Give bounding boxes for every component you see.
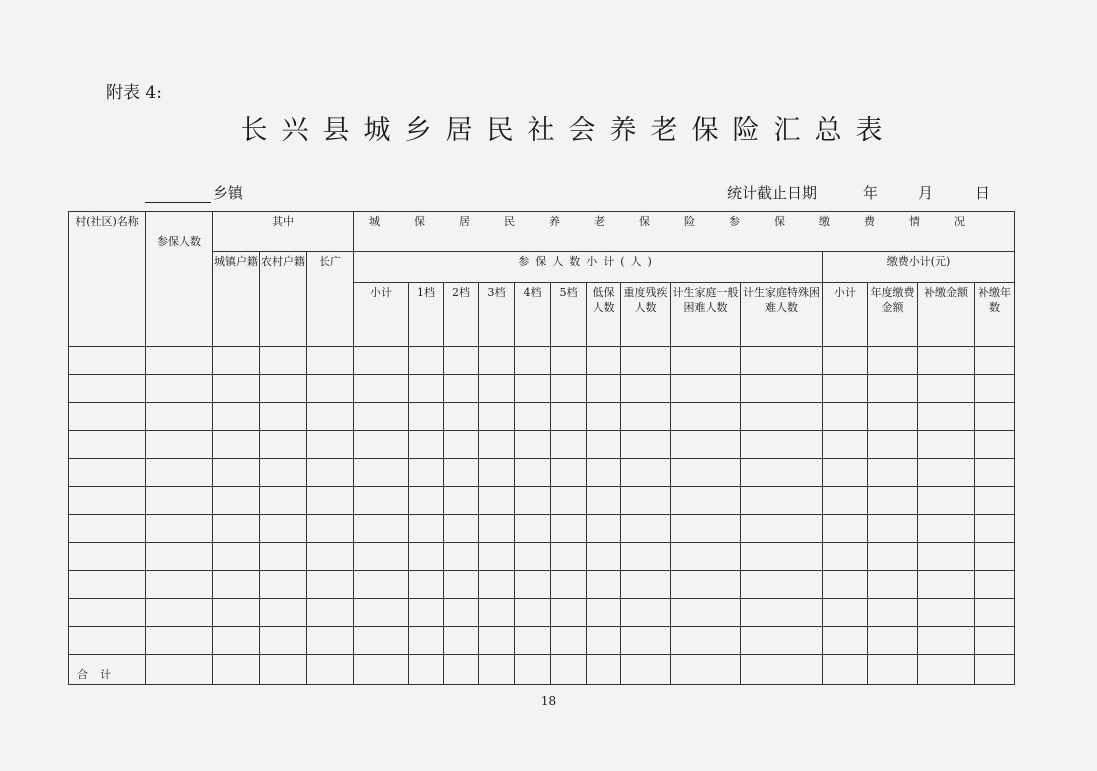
table-cell[interactable] — [741, 459, 823, 487]
header-of-which: 其中 — [213, 212, 354, 252]
table-cell[interactable] — [671, 459, 741, 487]
table-cell[interactable] — [975, 431, 1015, 459]
total-cell[interactable] — [551, 655, 587, 685]
table-row — [69, 487, 1015, 515]
table-cell[interactable] — [69, 431, 146, 459]
table-cell[interactable] — [621, 431, 671, 459]
total-cell[interactable] — [146, 655, 213, 685]
table-cell[interactable] — [975, 543, 1015, 571]
table-cell[interactable] — [868, 515, 918, 543]
table-cell[interactable] — [409, 375, 444, 403]
table-cell[interactable] — [868, 375, 918, 403]
table-cell[interactable] — [146, 431, 213, 459]
table-cell[interactable] — [671, 431, 741, 459]
table-cell[interactable] — [515, 543, 551, 571]
town-blank — [145, 188, 211, 203]
table-cell[interactable] — [823, 431, 868, 459]
table-cell[interactable] — [621, 627, 671, 655]
table-cell[interactable] — [868, 543, 918, 571]
table-cell[interactable] — [823, 627, 868, 655]
table-cell[interactable] — [146, 487, 213, 515]
table-cell[interactable] — [409, 627, 444, 655]
table-cell[interactable] — [444, 487, 479, 515]
table-cell[interactable] — [975, 487, 1015, 515]
table-cell[interactable] — [515, 375, 551, 403]
table-cell[interactable] — [444, 543, 479, 571]
table-cell[interactable] — [515, 431, 551, 459]
table-cell[interactable] — [587, 627, 621, 655]
total-cell[interactable] — [515, 655, 551, 685]
table-cell[interactable] — [479, 571, 515, 599]
subheader-insured-8: 计生家庭一般困难人数 — [671, 283, 741, 347]
table-cell[interactable] — [213, 459, 260, 487]
table-cell[interactable] — [307, 515, 354, 543]
total-cell[interactable] — [307, 655, 354, 685]
table-cell[interactable] — [409, 431, 444, 459]
table-cell[interactable] — [551, 487, 587, 515]
table-cell[interactable] — [868, 403, 918, 431]
table-cell[interactable] — [551, 403, 587, 431]
table-cell[interactable] — [444, 403, 479, 431]
table-cell[interactable] — [551, 459, 587, 487]
table-cell[interactable] — [354, 403, 409, 431]
table-cell[interactable] — [354, 347, 409, 375]
table-cell[interactable] — [409, 403, 444, 431]
subheader-insured-4: 4档 — [515, 283, 551, 347]
table-cell[interactable] — [587, 431, 621, 459]
table-cell[interactable] — [823, 543, 868, 571]
attachment-label: 附表 4: — [106, 83, 162, 103]
table-cell[interactable] — [354, 431, 409, 459]
table-cell[interactable] — [671, 627, 741, 655]
table-cell[interactable] — [741, 403, 823, 431]
total-cell[interactable] — [444, 655, 479, 685]
table-cell[interactable] — [307, 459, 354, 487]
table-cell[interactable] — [307, 543, 354, 571]
table-cell[interactable] — [354, 459, 409, 487]
table-cell[interactable] — [587, 347, 621, 375]
town-suffix: 乡镇 — [213, 184, 244, 202]
table-cell[interactable] — [868, 347, 918, 375]
table-cell[interactable] — [918, 571, 975, 599]
month-label: 月 — [918, 184, 934, 202]
table-cell[interactable] — [587, 599, 621, 627]
town-field — [145, 182, 243, 203]
table-cell[interactable] — [587, 403, 621, 431]
table-cell[interactable] — [515, 515, 551, 543]
table-cell[interactable] — [69, 599, 146, 627]
table-cell[interactable] — [823, 571, 868, 599]
table-cell[interactable] — [354, 375, 409, 403]
total-cell[interactable] — [918, 655, 975, 685]
table-cell[interactable] — [444, 571, 479, 599]
table-cell[interactable] — [671, 599, 741, 627]
day-label: 日 — [975, 184, 991, 202]
table-cell[interactable] — [551, 571, 587, 599]
table-cell[interactable] — [444, 375, 479, 403]
table-cell[interactable] — [918, 515, 975, 543]
total-label: 合计 — [69, 655, 146, 685]
table-cell[interactable] — [69, 375, 146, 403]
table-cell[interactable] — [918, 347, 975, 375]
table-cell[interactable] — [741, 375, 823, 403]
header-payment-subtotal: 缴费小计(元) — [823, 252, 1015, 283]
year-label: 年 — [863, 184, 879, 202]
table-row — [69, 627, 1015, 655]
subheader-insured-7: 重度残疾人数 — [621, 283, 671, 347]
table-cell[interactable] — [260, 403, 307, 431]
table-cell[interactable] — [479, 487, 515, 515]
table-cell[interactable] — [409, 599, 444, 627]
table-cell[interactable] — [444, 599, 479, 627]
table-row — [69, 459, 1015, 487]
table-cell[interactable] — [621, 543, 671, 571]
table-cell[interactable] — [69, 459, 146, 487]
total-cell[interactable] — [621, 655, 671, 685]
subheader-insured-6: 低保人数 — [587, 283, 621, 347]
table-cell[interactable] — [146, 403, 213, 431]
table-cell[interactable] — [479, 515, 515, 543]
table-cell[interactable] — [621, 403, 671, 431]
table-cell[interactable] — [307, 627, 354, 655]
table-cell[interactable] — [918, 431, 975, 459]
subheader-payment-1: 年度缴费金额 — [868, 283, 918, 347]
table-cell[interactable] — [823, 515, 868, 543]
table-cell[interactable] — [621, 599, 671, 627]
table-cell[interactable] — [354, 515, 409, 543]
table-cell[interactable] — [515, 403, 551, 431]
table-cell[interactable] — [354, 571, 409, 599]
table-cell[interactable] — [823, 403, 868, 431]
table-row — [69, 599, 1015, 627]
table-row — [69, 347, 1015, 375]
table-row — [69, 515, 1015, 543]
table-cell[interactable] — [479, 403, 515, 431]
table-cell[interactable] — [213, 403, 260, 431]
table-row — [69, 543, 1015, 571]
page-number: 18 — [540, 694, 557, 708]
table-cell[interactable] — [69, 347, 146, 375]
table-cell[interactable] — [307, 347, 354, 375]
total-row — [69, 655, 1015, 685]
table-cell[interactable] — [213, 375, 260, 403]
table-row — [69, 403, 1015, 431]
subheader-insured-5: 5档 — [551, 283, 587, 347]
table-cell[interactable] — [587, 515, 621, 543]
table-cell[interactable] — [975, 375, 1015, 403]
total-cell[interactable] — [975, 655, 1015, 685]
table-cell[interactable] — [515, 627, 551, 655]
table-cell[interactable] — [146, 375, 213, 403]
subheader-insured-1: 1档 — [409, 283, 444, 347]
table-cell[interactable] — [260, 375, 307, 403]
table-cell[interactable] — [621, 347, 671, 375]
table-cell[interactable] — [823, 375, 868, 403]
table-cell[interactable] — [868, 571, 918, 599]
table-cell[interactable] — [587, 459, 621, 487]
table-cell[interactable] — [213, 543, 260, 571]
table-cell[interactable] — [621, 515, 671, 543]
subheader-payment-3: 补缴年数 — [975, 283, 1015, 347]
table-cell[interactable] — [213, 571, 260, 599]
table-cell[interactable] — [307, 431, 354, 459]
table-cell[interactable] — [587, 543, 621, 571]
table-cell[interactable] — [354, 627, 409, 655]
table-cell[interactable] — [551, 515, 587, 543]
subheader-insured-0: 小计 — [354, 283, 409, 347]
table-cell[interactable] — [260, 515, 307, 543]
table-cell[interactable] — [409, 487, 444, 515]
table-cell[interactable] — [551, 543, 587, 571]
table-cell[interactable] — [975, 627, 1015, 655]
total-cell[interactable] — [213, 655, 260, 685]
table-cell[interactable] — [354, 599, 409, 627]
table-cell[interactable] — [479, 347, 515, 375]
table-cell[interactable] — [671, 347, 741, 375]
table-cell[interactable] — [479, 599, 515, 627]
table-cell[interactable] — [621, 375, 671, 403]
total-cell[interactable] — [868, 655, 918, 685]
table-cell[interactable] — [551, 347, 587, 375]
table-cell[interactable] — [868, 459, 918, 487]
table-cell[interactable] — [741, 347, 823, 375]
subheader-payment-0: 小计 — [823, 283, 868, 347]
table-cell[interactable] — [741, 571, 823, 599]
table-cell[interactable] — [307, 487, 354, 515]
table-row — [69, 375, 1015, 403]
table-cell[interactable] — [146, 599, 213, 627]
total-cell[interactable] — [823, 655, 868, 685]
table-cell[interactable] — [975, 403, 1015, 431]
table-cell[interactable] — [975, 599, 1015, 627]
table-cell[interactable] — [260, 543, 307, 571]
table-cell[interactable] — [671, 571, 741, 599]
header-banner: 城保居民养老保险参保缴费情况 — [354, 212, 1015, 252]
table-cell[interactable] — [260, 599, 307, 627]
table-cell[interactable] — [918, 599, 975, 627]
table-cell[interactable] — [671, 515, 741, 543]
table-cell[interactable] — [146, 515, 213, 543]
table-cell[interactable] — [868, 431, 918, 459]
table-cell[interactable] — [307, 403, 354, 431]
table-cell[interactable] — [868, 599, 918, 627]
table-cell[interactable] — [587, 571, 621, 599]
total-cell[interactable] — [587, 655, 621, 685]
table-cell[interactable] — [479, 459, 515, 487]
table-cell[interactable] — [69, 543, 146, 571]
subheader-payment-2: 补缴金额 — [918, 283, 975, 347]
table-cell[interactable] — [354, 543, 409, 571]
table-cell[interactable] — [975, 459, 1015, 487]
table-cell[interactable] — [551, 627, 587, 655]
table-cell[interactable] — [260, 431, 307, 459]
table-cell[interactable] — [823, 347, 868, 375]
table-row — [69, 431, 1015, 459]
summary-table — [68, 211, 1015, 685]
header-town-hukou: 城镇户籍 — [213, 252, 260, 347]
total-cell[interactable] — [409, 655, 444, 685]
table-cell[interactable] — [444, 515, 479, 543]
table-cell[interactable] — [671, 487, 741, 515]
table-cell[interactable] — [409, 571, 444, 599]
table-cell[interactable] — [146, 571, 213, 599]
table-cell[interactable] — [479, 375, 515, 403]
table-cell[interactable] — [213, 599, 260, 627]
table-cell[interactable] — [551, 375, 587, 403]
table-cell[interactable] — [354, 487, 409, 515]
table-cell[interactable] — [918, 627, 975, 655]
table-cell[interactable] — [260, 627, 307, 655]
table-cell[interactable] — [444, 347, 479, 375]
table-cell[interactable] — [515, 571, 551, 599]
table-cell[interactable] — [515, 599, 551, 627]
table-cell[interactable] — [975, 515, 1015, 543]
table-cell[interactable] — [741, 627, 823, 655]
table-cell[interactable] — [409, 543, 444, 571]
table-cell[interactable] — [515, 347, 551, 375]
table-cell[interactable] — [918, 459, 975, 487]
table-cell[interactable] — [823, 599, 868, 627]
table-cell[interactable] — [975, 571, 1015, 599]
table-cell[interactable] — [671, 403, 741, 431]
table-cell[interactable] — [868, 627, 918, 655]
stat-date-field — [727, 182, 990, 203]
table-cell[interactable] — [918, 543, 975, 571]
total-cell[interactable] — [671, 655, 741, 685]
table-cell[interactable] — [515, 487, 551, 515]
table-cell[interactable] — [621, 487, 671, 515]
table-cell[interactable] — [260, 459, 307, 487]
table-cell[interactable] — [69, 403, 146, 431]
subheader-insured-2: 2档 — [444, 283, 479, 347]
table-cell[interactable] — [918, 375, 975, 403]
table-cell[interactable] — [741, 431, 823, 459]
table-cell[interactable] — [671, 543, 741, 571]
document-title: 长兴县城乡居民社会养老保险汇总表 — [240, 115, 897, 146]
total-cell[interactable] — [354, 655, 409, 685]
stat-date-label: 统计截止日期 — [727, 184, 818, 202]
table-cell[interactable] — [868, 487, 918, 515]
table-cell[interactable] — [444, 431, 479, 459]
table-cell[interactable] — [213, 347, 260, 375]
subheader-insured-3: 3档 — [479, 283, 515, 347]
header-rural-hukou: 农村户籍 — [260, 252, 307, 347]
header-insured: 参保人数 — [146, 212, 213, 347]
table-cell[interactable] — [587, 487, 621, 515]
table-cell[interactable] — [515, 459, 551, 487]
table-cell[interactable] — [823, 487, 868, 515]
table-cell[interactable] — [260, 347, 307, 375]
table-cell[interactable] — [213, 487, 260, 515]
table-cell[interactable] — [146, 627, 213, 655]
table-cell[interactable] — [741, 487, 823, 515]
table-cell[interactable] — [975, 347, 1015, 375]
table-cell[interactable] — [307, 375, 354, 403]
total-cell[interactable] — [741, 655, 823, 685]
table-cell[interactable] — [741, 543, 823, 571]
table-cell[interactable] — [146, 543, 213, 571]
table-cell[interactable] — [409, 347, 444, 375]
table-cell[interactable] — [146, 459, 213, 487]
table-cell[interactable] — [918, 403, 975, 431]
table-cell[interactable] — [213, 431, 260, 459]
table-cell[interactable] — [621, 459, 671, 487]
total-cell[interactable] — [260, 655, 307, 685]
table-cell[interactable] — [551, 599, 587, 627]
table-cell[interactable] — [621, 571, 671, 599]
table-cell[interactable] — [307, 599, 354, 627]
table-cell[interactable] — [307, 571, 354, 599]
table-cell[interactable] — [409, 459, 444, 487]
table-cell[interactable] — [146, 347, 213, 375]
table-cell[interactable] — [551, 431, 587, 459]
table-cell[interactable] — [918, 487, 975, 515]
table-cell[interactable] — [260, 487, 307, 515]
table-cell[interactable] — [587, 375, 621, 403]
table-cell[interactable] — [479, 543, 515, 571]
total-cell[interactable] — [479, 655, 515, 685]
table-row — [69, 571, 1015, 599]
table-cell[interactable] — [444, 459, 479, 487]
table-cell[interactable] — [409, 515, 444, 543]
table-cell[interactable] — [823, 459, 868, 487]
table-cell[interactable] — [69, 487, 146, 515]
table-cell[interactable] — [479, 431, 515, 459]
table-cell[interactable] — [69, 627, 146, 655]
table-cell[interactable] — [69, 515, 146, 543]
table-cell[interactable] — [69, 571, 146, 599]
header-village: 村(社区)名称 — [69, 212, 146, 347]
table-cell[interactable] — [444, 627, 479, 655]
header-insured-subtotal: 参保人数小计(人) — [354, 252, 823, 283]
table-cell[interactable] — [213, 627, 260, 655]
table-cell[interactable] — [213, 515, 260, 543]
table-cell[interactable] — [260, 571, 307, 599]
table-cell[interactable] — [479, 627, 515, 655]
table-cell[interactable] — [741, 515, 823, 543]
table-cell[interactable] — [671, 375, 741, 403]
subheader-insured-9: 计生家庭特殊困难人数 — [741, 283, 823, 347]
header-long-term: 长广 — [307, 252, 354, 347]
table-cell[interactable] — [741, 599, 823, 627]
